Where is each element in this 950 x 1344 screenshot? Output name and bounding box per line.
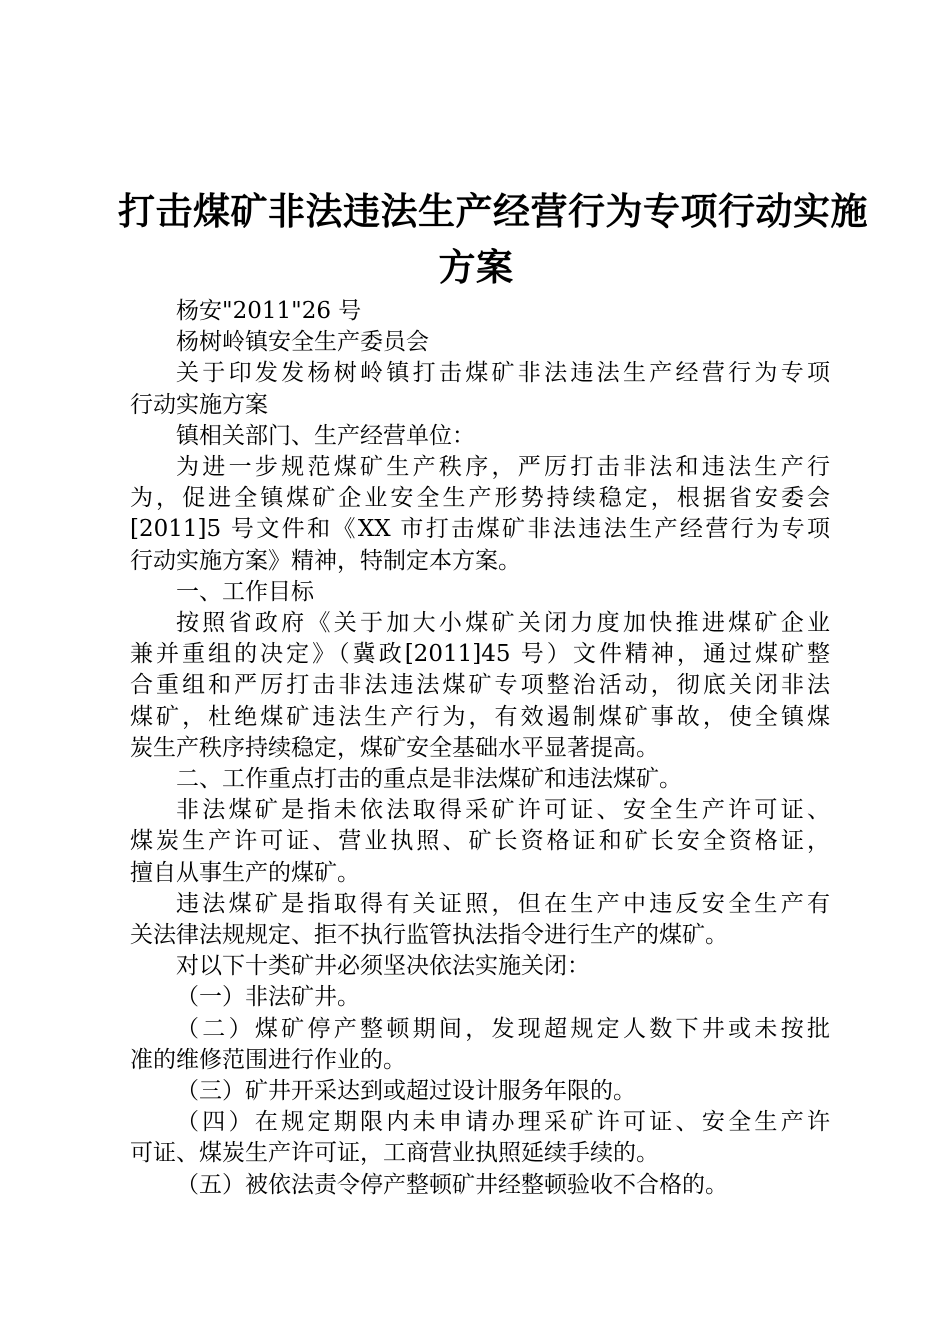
text-line: 一、工作目标 (176, 578, 314, 605)
closure-intro (130, 951, 830, 982)
text-line: （二）煤矿停产整顿期间，发现超规定人数下井或未按批 (176, 1015, 830, 1042)
section-1-heading (130, 577, 830, 608)
text-line: 行动实施方案》精神，特制定本方案。 (130, 547, 521, 574)
text-line: 为进一步规范煤矿生产秩序，严厉打击非法和违法生产行 (176, 454, 830, 481)
text-line: 煤矿，杜绝煤矿违法生产行为，有效遏制煤矿事故，使全镇煤 (130, 703, 830, 730)
text-line: 可证、煤炭生产许可证，工商营业执照延续手续的。 (130, 1140, 659, 1167)
text-line: （四）在规定期限内未申请办理采矿许可证、安全生产许 (176, 1109, 830, 1136)
text-line: 非法煤矿是指未依法取得采矿许可证、安全生产许可证、 (176, 797, 830, 824)
text-line: 炭生产秩序持续稳定，煤矿安全基础水平显著提高。 (130, 734, 659, 761)
text-line: 合重组和严厉打击非法违法煤矿专项整治活动，彻底关闭非法 (130, 672, 830, 699)
text-line: 杨安"2011"26 号 (176, 298, 362, 324)
text-line: 煤炭生产许可证、营业执照、矿长资格证和矿长安全资格证， (130, 828, 830, 855)
text-line: 行动实施方案 (130, 391, 268, 418)
issuer (130, 327, 830, 358)
document-title (118, 184, 868, 296)
text-line: 兼并重组的决定》（冀政[2011]45 号）文件精神，通过煤矿整 (130, 641, 830, 668)
text-line: 擅自从事生产的煤矿。 (130, 859, 360, 886)
text-line: 对以下十类矿井必须坚决依法实施关闭： (176, 953, 590, 980)
closure-item-5 (130, 1170, 830, 1201)
title-line: 方案 (438, 246, 514, 289)
text-line: 违法煤矿是指取得有关证照，但在生产中违反安全生产有 (176, 890, 830, 917)
text-line: （五）被依法责令停产整顿矿井经整顿验收不合格的。 (176, 1171, 728, 1198)
text-line: 二、工作重点打击的重点是非法煤矿和违法煤矿。 (176, 766, 682, 793)
closure-item-1 (130, 982, 830, 1013)
text-line: [2011]5 号文件和《XX 市打击煤矿非法违法生产经营行为专项 (130, 516, 830, 543)
text-line: 为，促进全镇煤矿企业安全生产形势持续稳定，根据省安委会 (130, 485, 830, 512)
text-line: 按照省政府《关于加大小煤矿关闭力度加快推进煤矿企业 (176, 610, 830, 637)
document-body (130, 296, 830, 1201)
section-1-paragraph (130, 608, 830, 764)
purpose-paragraph (130, 452, 830, 577)
text-line: 关法律法规规定、拒不执行监管执法指令进行生产的煤矿。 (130, 922, 728, 949)
text-line: （三）矿井开采达到或超过设计服务年限的。 (176, 1078, 636, 1105)
text-line: （一）非法矿井。 (176, 984, 360, 1011)
doc-number (130, 296, 830, 327)
closure-item-4 (130, 1107, 830, 1169)
text-line: 镇相关部门、生产经营单位： (176, 422, 475, 449)
section-2-heading (130, 764, 830, 795)
illegal-mine-definition (130, 795, 830, 889)
closure-item-2 (130, 1014, 830, 1076)
closure-item-3 (130, 1076, 830, 1107)
text-line: 关于印发发杨树岭镇打击煤矿非法违法生产经营行为专项 (176, 360, 830, 387)
violating-mine-definition (130, 889, 830, 951)
text-line: 杨树岭镇安全生产委员会 (176, 329, 429, 356)
title-line: 打击煤矿非法违法生产经营行为专项行动实施 (118, 190, 868, 233)
recipients (130, 421, 830, 452)
subject-paragraph (130, 358, 830, 420)
text-line: 准的维修范围进行作业的。 (130, 1046, 406, 1073)
